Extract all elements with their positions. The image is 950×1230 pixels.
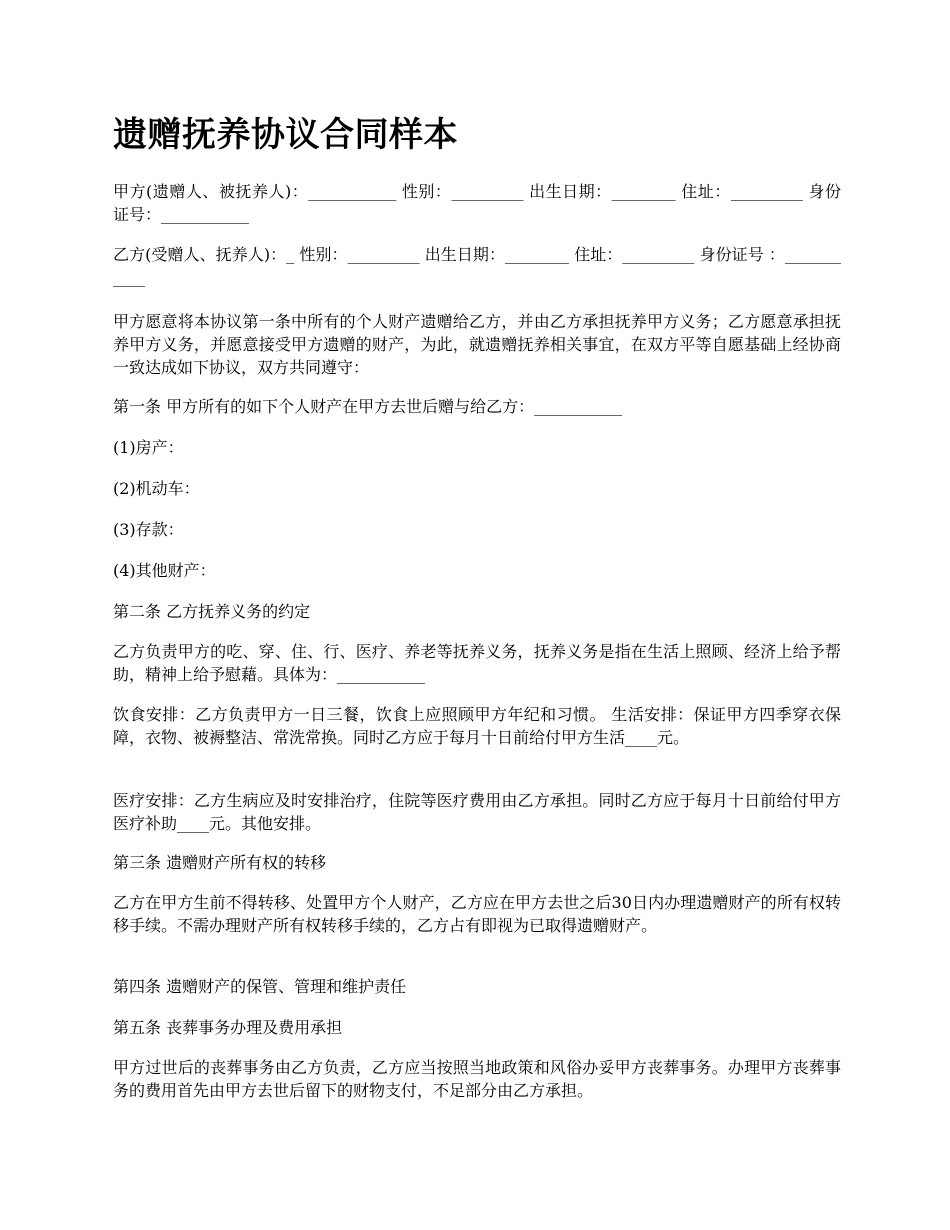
article-5-heading: 第五条 丧葬事务办理及费用承担 [113, 1018, 343, 1037]
medical-arrangement-paragraph: 医疗安排：乙方生病应及时安排治疗，住院等医疗费用由乙方承担。同时乙方应于每月十日前给付甲方医疗补助____元。其他安排。 [113, 791, 841, 833]
property-item-deposit: (3)存款： [113, 520, 184, 539]
diet-living-arrangement-paragraph: 饮食安排：乙方负责甲方一日三餐，饮食上应照顾甲方年纪和习惯。 生活安排：保证甲方四季穿衣保障，衣物、被褥整洁、常洗常换。同时乙方应于每月十日前给付甲方生活____元。 [113, 705, 841, 747]
article-3-heading: 第三条 遗赠财产所有权的转移 [113, 853, 327, 872]
article-2-heading: 第二条 乙方抚养义务的约定 [113, 602, 311, 621]
property-item-vehicle: (2)机动车： [113, 479, 200, 498]
property-item-other: (4)其他财产： [113, 561, 216, 580]
article-4-heading: 第四条 遗赠财产的保管、管理和维护责任 [113, 977, 407, 996]
document-title: 遗赠抚养协议合同样本 [113, 115, 458, 155]
preamble-paragraph: 甲方愿意将本协议第一条中所有的个人财产遗赠给乙方，并由乙方承担抚养甲方义务；乙方愿意承担抚养甲方义务，并愿意接受甲方遗赠的财产，为此，就遗赠抚养相关事宜，在双方平等自愿基础上经协商一致达成如下协议，双方共同遵守： [113, 312, 841, 377]
funeral-affairs-paragraph: 甲方过世后的丧葬事务由乙方负责，乙方应当按照当地政策和风俗办妥甲方丧葬事务。办理甲方丧葬事务的费用首先由甲方去世后留下的财物支付，不足部分由乙方承担。 [113, 1058, 841, 1100]
party-b-info: 乙方(受赠人、抚养人)：_ 性别：_________ 出生日期：________ 住址：_________ 身份证号 ：___________ [113, 245, 841, 287]
property-item-house: (1)房产： [113, 438, 184, 457]
support-obligation-paragraph: 乙方负责甲方的吃、穿、住、行、医疗、养老等抚养义务，抚养义务是指在生活上照顾、经济上给予帮助，精神上给予慰藉。具体为：___________ [113, 642, 841, 684]
article-1-heading: 第一条 甲方所有的如下个人财产在甲方去世后赠与给乙方：___________ [113, 397, 623, 416]
party-a-info: 甲方(遗赠人、被抚养人)：___________ 性别：_________ 出生日期：________ 住址：_________ 身份证号：___________ [113, 182, 841, 224]
ownership-transfer-paragraph: 乙方在甲方生前不得转移、处置甲方个人财产，乙方应在甲方去世之后30日内办理遗赠财产的所有权转移手续。不需办理财产所有权转移手续的，乙方占有即视为已取得遗赠财产。 [113, 893, 841, 935]
